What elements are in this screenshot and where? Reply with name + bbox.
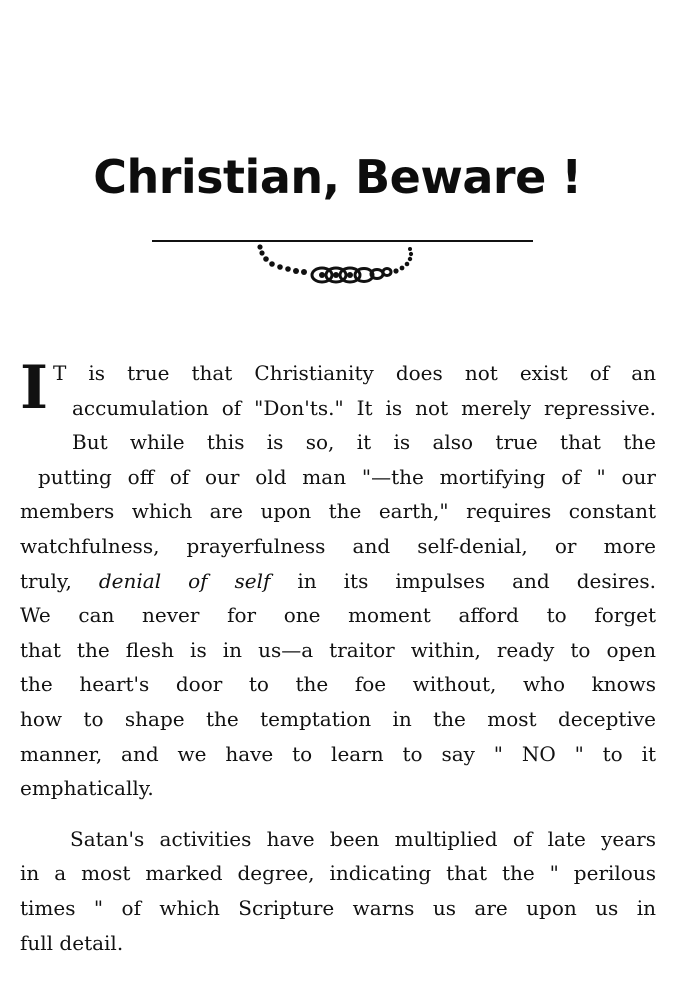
- body-text: [20, 353, 656, 960]
- emphasized-text: denial of self: [98, 568, 271, 593]
- page-title: Christian, Beware !: [93, 150, 582, 204]
- text-line: that the flesh is in us—a traitor within, ready to open: [20, 637, 656, 662]
- text-line: emphatically.: [20, 776, 154, 801]
- text-line: members which are upon the earth," requires constant: [20, 499, 656, 524]
- text-line: We can never for one moment afford to forget: [20, 603, 656, 628]
- text-line: [20, 564, 656, 599]
- text-line: But while this is so, it is also true that the: [72, 430, 656, 455]
- text-fragment: in its impulses and desires.: [297, 568, 656, 593]
- text-line: Satan's activities have been multiplied of late years: [70, 826, 656, 851]
- text-line: the heart's door to the foe without, who knows: [20, 672, 656, 697]
- text-line: putting off of our old man "—the mortifying of " our: [38, 464, 656, 489]
- text-line: full detail.: [20, 930, 124, 955]
- text-line: manner, and we have to learn to say " NO " to it: [20, 741, 656, 766]
- paragraph-1: [20, 353, 656, 806]
- paragraph-2: [20, 822, 656, 960]
- chain-ornament-icon: [250, 238, 430, 288]
- text-line: T is true that Christianity does not exist of an: [53, 361, 656, 385]
- text-line: how to shape the temptation in the most deceptive: [20, 706, 656, 731]
- text-fragment: truly,: [20, 568, 72, 593]
- text-line: times " of which Scripture warns us are upon us in: [20, 895, 656, 920]
- drop-cap: I: [20, 353, 49, 423]
- text-line: accumulation of "Don'ts." It is not merely repressive.: [72, 395, 656, 420]
- text-line: in a most marked degree, indicating that the " perilous: [20, 861, 656, 886]
- text-line: watchfulness, prayerfulness and self-denial, or more: [20, 533, 656, 558]
